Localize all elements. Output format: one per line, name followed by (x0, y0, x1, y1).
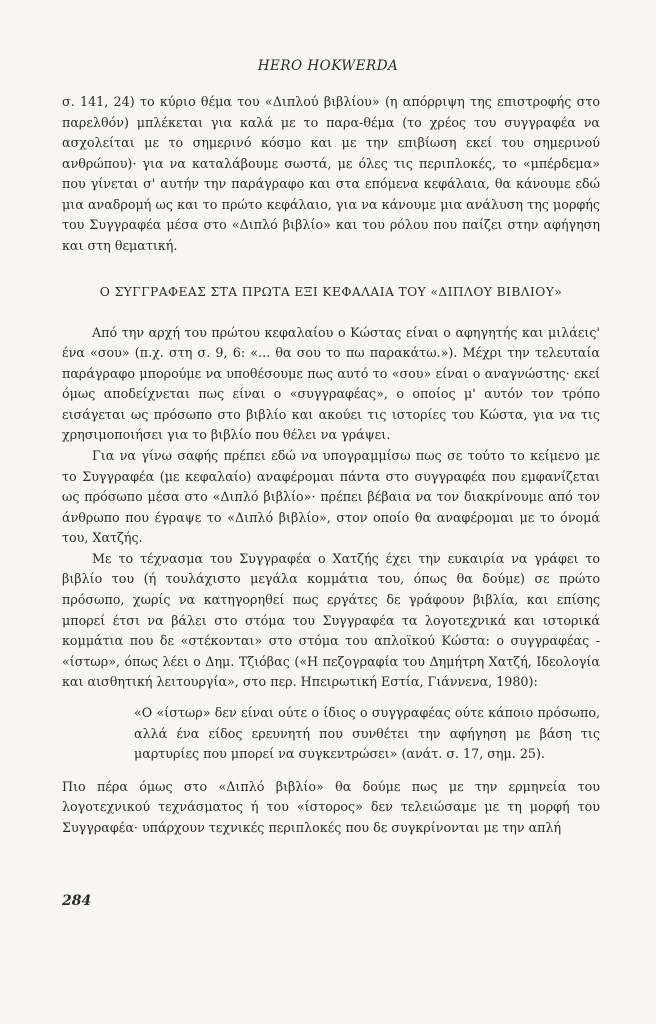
block-quote: «Ο «ίστωρ» δεν είναι ούτε ο ίδιος ο συγγραφέας ούτε κάποιο πρόσωπο, αλλά ένα είδος ερευνητή που συνθέτει την αφήγηση με βάση τις μαρτυρίες που μπορεί να συγκεντρώσει» (ανάτ. σ. 17, σημ. 25). (134, 704, 600, 762)
page-body (62, 92, 600, 838)
section-title: Ο ΣΥΓΓΡΑΦΕΑΣ ΣΤΑ ΠΡΩΤΑ ΕΞΙ ΚΕΦΑΛΑΙΑ ΤΟΥ «ΔΙΠΛΟΥ ΒΙΒΛΙΟΥ» (99, 284, 563, 299)
paragraph-3: Με το τέχνασμα του Συγγραφέα ο Χατζής έχει την ευκαιρία να γράφει το βιβλίο του (ή τουλάχιστο μεγάλα κομμάτια του, όπως θα δούμε) σε πρώτο πρόσωπο, χωρίς να κατηγορηθεί πως εργάτες δε γράφουν βιβλία, και επίσης μπορεί έτσι να βάλει στο στόμα του Συγγραφέα τα λογοτεχνικά και ιστορικά κομμάτια που δε «στέκονται» στο στόμα του απλοϊκού Κώστα: ο συγγραφέας - «ίστωρ», όπως λέει ο Δημ. Τζιόβας («Η πεζογραφία του Δημήτρη Χατζή, Ιδεολογία και αισθητική λειτουργία», στο περ. Ηπειρωτική Εστία, Γιάννενα, 1980): (62, 550, 600, 690)
paragraph-2: Για να γίνω σαφής πρέπει εδώ να υπογραμμίσω πως σε τούτο το κείμενο με το Συγγραφέα (με κεφαλαίο) αναφέρομαι πάντα στο συγγραφέα που εμφανίζεται ως πρόσωπο μέσα στο «Διπλό βιβλίο»· πρέπει βέβαια να τον διακρίνουμε από τον άνθρωπο που έγραψε το «Διπλό βιβλίο», στον οποίο θα αναφέρομαι με το όνομά του, Χατζής. (62, 448, 600, 546)
running-head: HERO HOKWERDA (257, 58, 399, 74)
paragraph-1: Από την αρχή του πρώτου κεφαλαίου ο Κώστας είναι ο αφηγητής και μιλάεις' ένα «σου» (π.χ. στη σ. 9, 6: «... θα σου το πω παρακάτω.»). Μέχρι την τελευταία παράγραφο μπορούμε να υποθέσουμε πως αυτό το «σου» είναι ο αναγνώστης· εκεί όμως αποδείχνεται πως είναι ο «συγγραφέας», ο οποίος μ' αυτόν τον τρόπο εισάγεται ως πρόσωπο στο βιβλίο και ακούει τις ιστορίες του Κώστα, για να τις χρησιμοποιήσει για το βιβλίο που θέλει να γράψει. (62, 324, 600, 443)
intro-paragraph: σ. 141, 24) το κύριο θέμα του «Διπλού βιβλίου» (η απόρριψη της επιστροφής στο παρελθόν) μπλέκεται για καλά με το παρα-θέμα (το χρέος του συγγραφέα να ασχολείται με το σημερινό κόσμο και με την επιβίωση εκεί του σημερινού ανθρώπου)· για να καταλάβουμε σωστά, με όλες τις περιπλοκές, το «μπέρδεμα» που γίνεται σ' αυτήν την παράγραφο και στα επόμενα κεφάλαια, θα κάνουμε εδώ μια αναδρομή ως και το πρώτο κεφάλαιο, για να κάνουμε μια ανάλυση της μορφής του Συγγραφέα μέσα στο «Διπλό βιβλίο» και του ρόλου που παίζει στην αφήγηση και στη θεματική. (62, 94, 600, 254)
page-number: 284 (62, 893, 92, 909)
paragraph-4: Πιο πέρα όμως στο «Διπλό βιβλίο» θα δούμε πως με την ερμηνεία του λογοτεχνικού τεχνάσματος ή του «ίστορος» δεν τελειώσαμε με τη μορφή του Συγγραφέα· υπάρχουν τεχνικές περιπλοκές που δε συγκρίνονται με την απλή (62, 778, 600, 835)
